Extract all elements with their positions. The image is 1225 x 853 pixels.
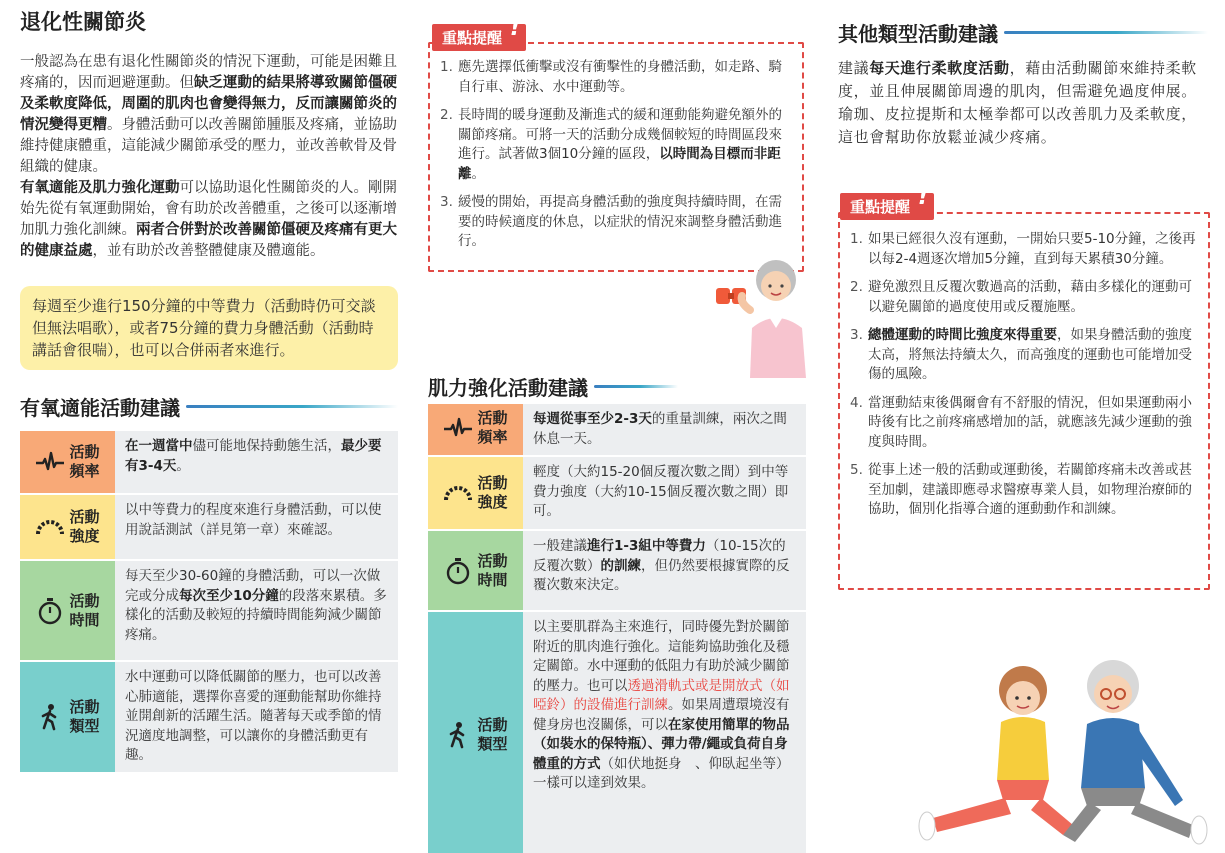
title-text: 肌力強化活動建議 xyxy=(428,376,588,400)
text-segment: 水中運動可以降低關節的壓力，也可以改善心肺適能，選擇你喜愛的運動能幫助你維持並開創新的活躍生活。隨著每天或季節的情況適度地調整，可以讓你的身體活動更有趣。 xyxy=(125,669,382,763)
guideline-row xyxy=(428,531,806,610)
label-line-1: 活動 xyxy=(69,697,100,716)
tips-box-1 xyxy=(428,42,804,272)
row-content xyxy=(115,431,398,493)
text-segment: 在一週當中 xyxy=(125,438,193,454)
section-title-aerobic xyxy=(20,392,398,421)
stopwatch-icon xyxy=(443,556,473,586)
column-right xyxy=(838,0,1208,517)
exercise-woman-illustration xyxy=(710,248,820,378)
row-label-text xyxy=(69,592,99,630)
text-segment: 每天進行柔軟度活動 xyxy=(869,59,1010,77)
section-title-other xyxy=(838,18,1208,47)
text-segment: 的訓練 xyxy=(600,557,641,574)
label-line-1: 活動 xyxy=(477,551,508,570)
row-content xyxy=(523,612,806,853)
text-segment: 應先選擇低衝擊或沒有衝擊性的身體活動，如走路、騎自行車、游泳、水中運動等。 xyxy=(458,59,782,95)
text-segment: 可以協助退化性關節炎的人。剛開始先從有氧運動開始，會有助於改善體重，之後可以逐漸增加肌力強化訓練。 xyxy=(20,180,397,238)
text-segment: 輕度（大約15-20個反覆次數之間）到中等費力強度（大約10-15個反覆次數之間）即可。 xyxy=(533,464,789,519)
guideline-row xyxy=(20,495,398,559)
guideline-row xyxy=(428,457,806,529)
tag-text: 重點提醒 xyxy=(850,198,911,216)
text-segment: 以時間為目標而非距離 xyxy=(458,146,781,182)
text-segment: ，並有助於改善整體健康及體適能。 xyxy=(92,243,325,259)
tip-text xyxy=(868,278,1196,317)
title-text: 其他類型活動建議 xyxy=(838,22,998,46)
column-left xyxy=(20,0,398,774)
row-label-cell xyxy=(428,531,523,610)
section-title-oa xyxy=(20,6,398,36)
guideline-row xyxy=(20,561,398,660)
tip-item xyxy=(440,58,790,97)
tips-box-2 xyxy=(838,212,1210,590)
row-label-cell xyxy=(20,431,115,493)
label-line-1: 活動 xyxy=(477,474,508,492)
tip-item xyxy=(850,230,1196,269)
text-segment: 每週從事至少2-3天 xyxy=(533,411,652,427)
text-segment: ，但仍然要根據實際的反覆次數來決定。 xyxy=(533,557,790,593)
row-label xyxy=(20,495,115,559)
tip-number: 5. xyxy=(850,462,863,478)
row-content xyxy=(115,561,398,660)
tip-number: 3. xyxy=(850,327,863,343)
strength-table xyxy=(428,402,806,853)
weekly-guideline-box: 每週至少進行150分鐘的中等費力（活動時仍可交談但無法唱歌），或者75分鐘的費力身體活動（活動時講話會很喘），也可以合併兩者來進行。 xyxy=(20,286,398,370)
label-line-1: 活動 xyxy=(69,591,100,610)
stretching-couple-illustration xyxy=(913,650,1213,850)
row-label xyxy=(428,531,523,610)
text-segment: 在家使用簡單的物品（如裝水的保特瓶）、彈力帶/繩或負荷自身體重的方式 xyxy=(533,716,790,772)
tips-tag-2 xyxy=(840,185,934,220)
label-line-2: 頻率 xyxy=(477,428,508,446)
row-label-cell xyxy=(428,457,523,529)
tip-item xyxy=(850,394,1196,453)
label-line-1: 活動 xyxy=(69,443,100,461)
tip-number: 2. xyxy=(440,107,453,123)
tips-list-2 xyxy=(850,230,1196,520)
section-title-strength xyxy=(428,372,678,401)
row-label-cell xyxy=(20,662,115,772)
title-text: 有氧適能活動建議 xyxy=(20,396,180,420)
tip-text xyxy=(868,230,1196,269)
row-label-text xyxy=(477,474,507,512)
tip-text xyxy=(458,58,790,97)
text-segment: ，如果身體活動的強度太高，將無法持續太久，而高強度的運動也可能增加受傷的風險。 xyxy=(868,327,1192,382)
row-label xyxy=(20,561,115,660)
row-label xyxy=(20,662,115,771)
intro-paragraph-2 xyxy=(20,178,398,262)
text-segment: 一般建議 xyxy=(533,538,587,554)
text-segment: 以中等費力的程度來進行身體活動，可以使用說話測試（詳見第一章）來確認。 xyxy=(125,502,382,538)
tip-item xyxy=(850,461,1196,520)
label-line-2: 時間 xyxy=(69,610,100,629)
text-segment: 緩慢的開始，再提高身體活動的強度與持續時間，在需要的時候適度的休息，以症狀的情況來調整身體活動進行。 xyxy=(458,194,782,249)
row-label-text xyxy=(69,698,99,736)
tip-item xyxy=(440,193,790,252)
exclamation-icon: ! xyxy=(917,185,929,210)
tag-text: 重點提醒 xyxy=(442,29,503,47)
guideline-row xyxy=(20,662,398,772)
row-label-cell xyxy=(428,612,523,853)
tips-list-1 xyxy=(440,58,790,252)
tip-text xyxy=(868,394,1196,453)
row-label-text xyxy=(477,552,507,590)
guideline-row xyxy=(428,612,806,853)
label-line-2: 強度 xyxy=(477,493,508,511)
text-segment: 避免激烈且反覆次數過高的活動，藉由多樣化的運動可以避免關節的過度使用或反覆施壓。 xyxy=(868,279,1192,315)
tip-number: 3. xyxy=(440,194,453,210)
row-label-text xyxy=(69,508,99,546)
tip-text xyxy=(868,461,1196,520)
text-segment: 進行1-3組中等費力 xyxy=(587,538,706,554)
tip-text xyxy=(458,193,790,252)
tip-text xyxy=(868,326,1196,385)
stopwatch-icon xyxy=(35,596,65,626)
row-label-text xyxy=(477,409,507,447)
text-segment: 以主要肌群為主來進行，同時優先對於關節附近的肌肉進行強化。這能夠協助強化及穩定關節。水中運動的低阻力有助於減少關節的壓力。也可以 xyxy=(533,619,790,694)
row-label xyxy=(428,612,523,853)
text-segment: 的重量訓練，兩次之間休息一天。 xyxy=(533,411,787,447)
text-segment: 最少要有3-4天 xyxy=(125,438,382,474)
text-segment: （10-15次的反覆次數） xyxy=(533,538,786,574)
tip-item xyxy=(440,106,790,184)
gauge-icon xyxy=(443,478,473,508)
aerobic-table xyxy=(20,429,398,774)
label-line-2: 頻率 xyxy=(69,462,100,480)
text-segment: 總體運動的時間比強度來得重要 xyxy=(868,327,1057,343)
text-segment: 長時間的暖身運動及漸進式的緩和運動能夠避免額外的關節疼痛。可將一天的活動分成幾個較短的時間區段來進行。試著做3個10分鐘的區段， xyxy=(458,107,782,162)
guideline-row xyxy=(428,404,806,455)
exclamation-icon: ! xyxy=(509,16,521,41)
row-label-text xyxy=(69,443,99,481)
text-segment: 。 xyxy=(471,165,485,182)
row-content xyxy=(523,404,806,455)
row-label-cell xyxy=(428,404,523,455)
row-label-text xyxy=(477,716,507,754)
row-content xyxy=(115,662,398,772)
row-content xyxy=(115,495,398,559)
intro-paragraph xyxy=(20,52,398,178)
tips-tag-1 xyxy=(432,16,526,51)
label-line-1: 活動 xyxy=(477,409,508,427)
label-line-2: 時間 xyxy=(477,570,508,589)
tip-item xyxy=(850,278,1196,317)
other-paragraph xyxy=(838,57,1208,149)
heartbeat-icon xyxy=(443,413,473,443)
row-label-cell xyxy=(20,495,115,559)
gauge-icon xyxy=(35,512,65,542)
row-label xyxy=(428,404,523,452)
guideline-row xyxy=(20,431,398,493)
text-segment: 。身體活動可以改善關節腫脹及疼痛，並協助維持健康體重，這能減少關節承受的壓力，並改善軟骨及骨組織的健康。 xyxy=(20,117,397,175)
tip-item xyxy=(850,326,1196,385)
title-text: 退化性關節炎 xyxy=(20,10,146,34)
label-line-2: 類型 xyxy=(477,735,508,753)
tip-number: 4. xyxy=(850,394,863,411)
row-label-cell xyxy=(20,561,115,660)
text-segment: 的段落來累積。多樣化的活動及較短的持續時間能夠減少關節疼痛。 xyxy=(125,587,387,643)
text-segment: 建議 xyxy=(838,59,870,77)
label-line-2: 類型 xyxy=(69,716,100,735)
label-line-1: 活動 xyxy=(69,508,100,526)
row-label xyxy=(428,457,523,529)
text-segment: 當運動結束後偶爾會有不舒服的情況，但如果運動兩小時後有比之前疼痛感增加的話，就應該先減少運動的強度與時間。 xyxy=(868,394,1192,450)
text-segment: 每天至少30-60鐘的身體活動，可以一次做完或分成 xyxy=(125,568,381,604)
text-segment: ，藉由活動關節來維持柔軟度，並且伸展關節周邊的肌肉，但需避免過度伸展。瑜珈、皮拉提斯和太極拳都可以改善肌力及柔軟度，這也會幫助你放鬆並減少疼痛。 xyxy=(838,59,1197,146)
text-segment: 缺乏運動的結果將導致關節僵硬及柔軟度降低，周圍的肌肉也會變得無力，反而讓關節炎的情況變得更糟 xyxy=(20,75,397,133)
row-content xyxy=(523,457,806,529)
text-segment: （如伏地挺身 、仰臥起坐等）一樣可以達到效果。 xyxy=(533,755,790,791)
tip-number: 1. xyxy=(850,231,863,247)
text-segment: 。如果周遭環境沒有健身房也沒關係，可以 xyxy=(533,697,790,733)
walker-icon xyxy=(443,720,473,750)
label-line-2: 強度 xyxy=(69,527,100,545)
label-line-1: 活動 xyxy=(477,716,508,734)
heartbeat-icon xyxy=(35,447,65,477)
text-segment: 。 xyxy=(176,457,190,474)
text-segment: 一般認為在患有退化性關節炎的情況下運動，可能是困難且疼痛的，因而迴避運動。但 xyxy=(20,54,397,91)
text-segment: 每次至少10分鐘 xyxy=(179,587,279,604)
row-label xyxy=(20,431,115,493)
row-content xyxy=(523,531,806,610)
text-segment: 從事上述一般的活動或運動後，若關節疼痛未改善或甚至加劇，建議即應尋求醫療專業人員，如物理治療師的協助，個別化指導合適的運動動作和訓練。 xyxy=(868,462,1192,517)
text-segment: 如果已經很久沒有運動，一開始只要5-10分鐘，之後再以每2-4週逐次增加5分鐘，直到每天累積30分鐘。 xyxy=(868,231,1196,267)
walker-icon xyxy=(35,702,65,732)
tip-number: 2. xyxy=(850,279,863,295)
text-segment: 有氧適能及肌力強化運動 xyxy=(20,180,180,196)
tip-text xyxy=(458,106,790,184)
text-segment: 兩者合併對於改善關節僵硬及疼痛有更大的健康益處 xyxy=(20,222,397,259)
text-segment: 儘可能地保持動態生活， xyxy=(192,438,341,454)
text-segment: 透過滑軌式或是開放式（如啞鈴）的設備進行訓練 xyxy=(533,677,790,713)
tip-number: 1. xyxy=(440,59,453,75)
